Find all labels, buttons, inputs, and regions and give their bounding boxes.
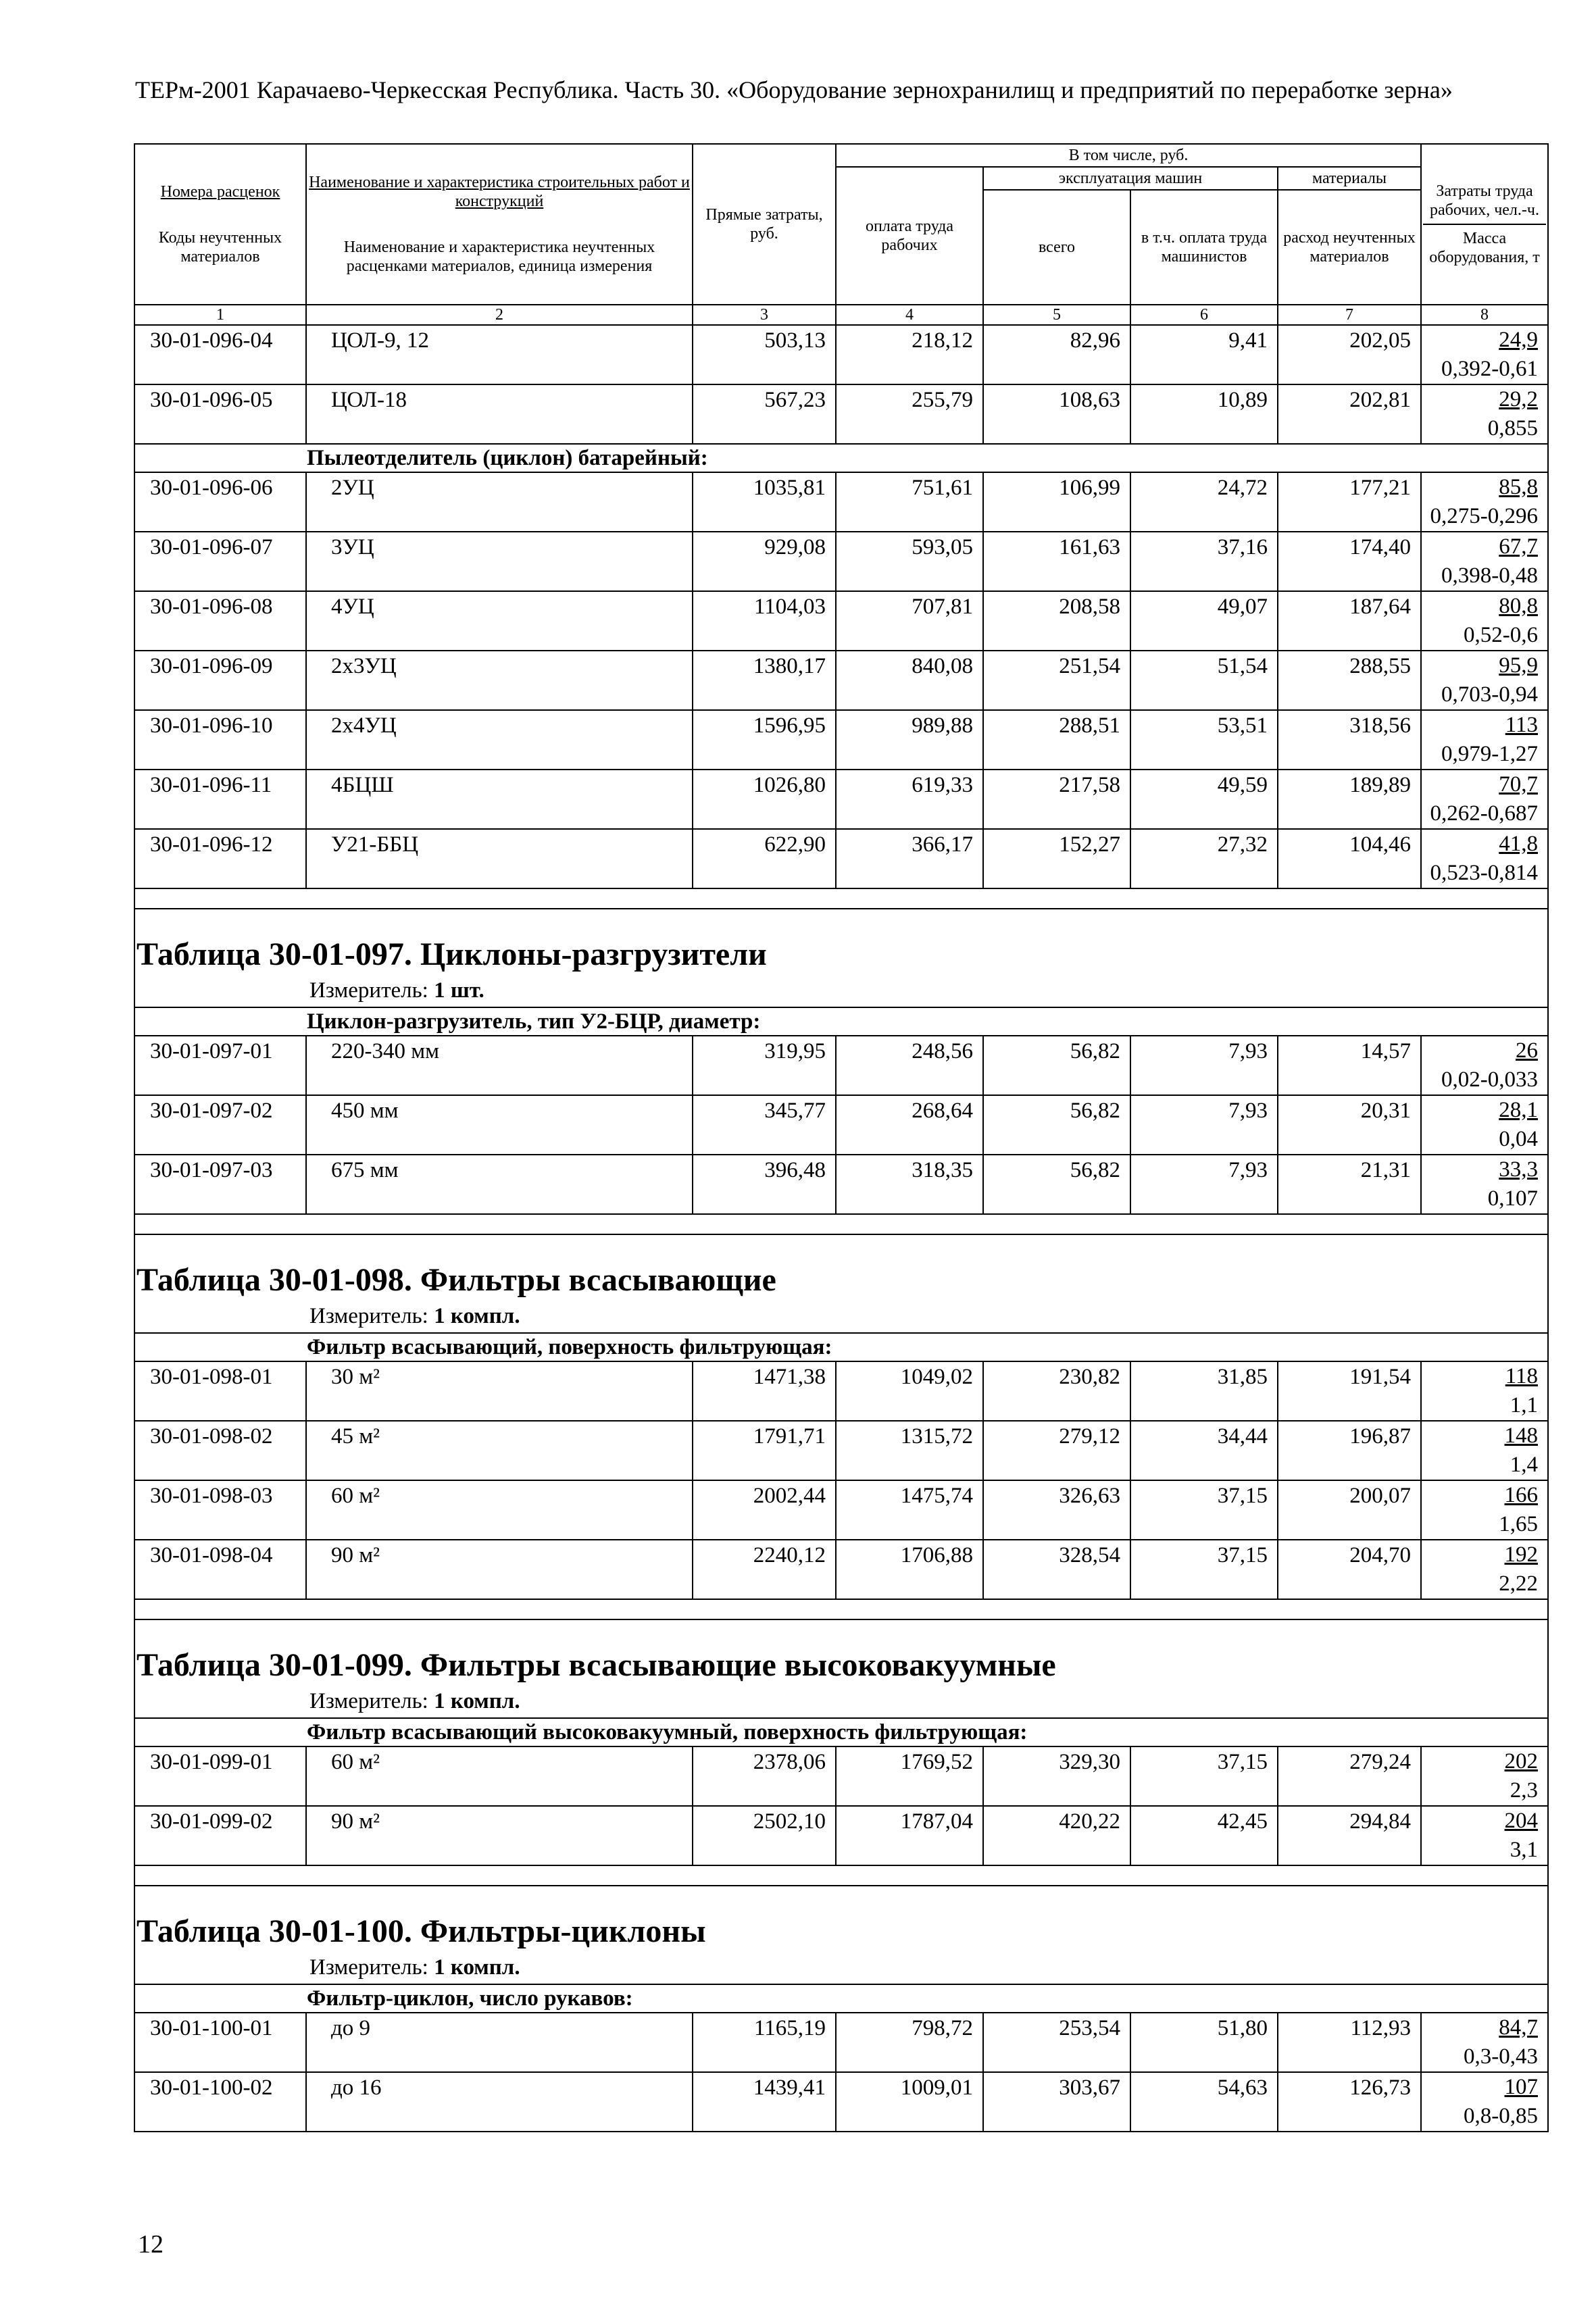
labor-hours: 84,7 xyxy=(1499,2015,1538,2040)
rate-name: 220-340 мм xyxy=(306,1036,693,1095)
labor-mass-cell xyxy=(1421,1421,1548,1480)
rate-name: 2УЦ xyxy=(306,472,693,532)
column-number: 1 xyxy=(134,305,306,325)
table-row xyxy=(134,1036,1548,1095)
machinist-cost: 37,15 xyxy=(1130,1746,1278,1806)
labor-hours: 85,8 xyxy=(1499,475,1538,499)
table-row xyxy=(134,1361,1548,1421)
rate-code: 30-01-096-05 xyxy=(134,384,306,444)
labor-hours: 107 xyxy=(1504,2075,1538,2099)
machinist-cost: 51,80 xyxy=(1130,2013,1278,2072)
table-row xyxy=(134,1155,1548,1214)
table-row xyxy=(134,2072,1548,2132)
machine-cost: 152,27 xyxy=(983,829,1130,888)
material-cost: 104,46 xyxy=(1278,829,1421,888)
rate-code: 30-01-100-02 xyxy=(134,2072,306,2132)
labor-cost: 840,08 xyxy=(836,651,983,710)
labor-mass-cell xyxy=(1421,2013,1548,2072)
labor-hours: 118 xyxy=(1505,1364,1538,1388)
table-title: Таблица 30-01-099. Фильтры всасывающие высоковакуумные xyxy=(134,1619,1548,1685)
direct-cost: 1026,80 xyxy=(693,770,836,829)
machinist-cost: 7,93 xyxy=(1130,1155,1278,1214)
col-direct-header: Прямые затраты, руб. xyxy=(693,144,836,305)
labor-cost: 255,79 xyxy=(836,384,983,444)
machinist-cost: 34,44 xyxy=(1130,1421,1278,1480)
machine-cost: 82,96 xyxy=(983,325,1130,384)
direct-cost: 2378,06 xyxy=(693,1746,836,1806)
rate-name: У21-ББЦ xyxy=(306,829,693,888)
labor-cost: 268,64 xyxy=(836,1095,983,1155)
equipment-mass: 1,1 xyxy=(1510,1393,1538,1417)
rate-code: 30-01-096-09 xyxy=(134,651,306,710)
table-row xyxy=(134,710,1548,770)
rate-name: 90 м² xyxy=(306,1806,693,1865)
rate-name: ЦОЛ-9, 12 xyxy=(306,325,693,384)
col-labor-mass-header: Затраты труда рабочих, чел.-ч. Масса оборудования, т xyxy=(1421,144,1548,305)
labor-mass-cell xyxy=(1421,651,1548,710)
measure-row xyxy=(134,1685,1548,1718)
rate-name: до 9 xyxy=(306,2013,693,2072)
measure-unit: Измеритель: 1 шт. xyxy=(134,974,1548,1007)
material-cost: 187,64 xyxy=(1278,591,1421,651)
col-mat-use-header: расход неучтенных материалов xyxy=(1278,190,1421,305)
labor-cost: 1009,01 xyxy=(836,2072,983,2132)
material-cost: 174,40 xyxy=(1278,532,1421,591)
direct-cost: 2002,44 xyxy=(693,1480,836,1540)
column-number: 4 xyxy=(836,305,983,325)
rate-code: 30-01-100-01 xyxy=(134,2013,306,2072)
table-row xyxy=(134,591,1548,651)
table-row xyxy=(134,1480,1548,1540)
material-cost: 21,31 xyxy=(1278,1155,1421,1214)
table-title: Таблица 30-01-098. Фильтры всасывающие xyxy=(134,1234,1548,1300)
equipment-mass: 2,22 xyxy=(1499,1571,1538,1596)
direct-cost: 622,90 xyxy=(693,829,836,888)
machinist-cost: 42,45 xyxy=(1130,1806,1278,1865)
measure-row xyxy=(134,1300,1548,1333)
direct-cost: 1380,17 xyxy=(693,651,836,710)
machinist-cost: 7,93 xyxy=(1130,1095,1278,1155)
rate-code: 30-01-096-08 xyxy=(134,591,306,651)
labor-hours: 202 xyxy=(1504,1749,1538,1774)
machine-cost: 253,54 xyxy=(983,2013,1130,2072)
material-cost: 318,56 xyxy=(1278,710,1421,770)
machine-cost: 208,58 xyxy=(983,591,1130,651)
equipment-mass: 0,107 xyxy=(1487,1186,1538,1211)
rate-code: 30-01-096-11 xyxy=(134,770,306,829)
col-mach-labor-header: в т.ч. оплата труда машинистов xyxy=(1130,190,1278,305)
spacer xyxy=(134,888,1548,909)
column-number: 2 xyxy=(306,305,693,325)
machine-cost: 288,51 xyxy=(983,710,1130,770)
machinist-cost: 54,63 xyxy=(1130,2072,1278,2132)
rate-name: 2х3УЦ xyxy=(306,651,693,710)
labor-mass-cell xyxy=(1421,591,1548,651)
page-header: ТЕРм-2001 Карачаево-Черкесская Республика. Часть 30. «Оборудование зернохранилищ и предприятий по переработке зерна» xyxy=(135,76,1453,103)
machinist-cost: 37,16 xyxy=(1130,532,1278,591)
table-row xyxy=(134,1746,1548,1806)
machine-cost: 108,63 xyxy=(983,384,1130,444)
labor-hours: 28,1 xyxy=(1499,1098,1538,1122)
material-cost: 189,89 xyxy=(1278,770,1421,829)
machine-cost: 56,82 xyxy=(983,1036,1130,1095)
direct-cost: 345,77 xyxy=(693,1095,836,1155)
table-row xyxy=(134,325,1548,384)
labor-hours: 24,9 xyxy=(1499,328,1538,352)
rate-name: 45 м² xyxy=(306,1421,693,1480)
labor-mass-cell xyxy=(1421,2072,1548,2132)
equipment-mass: 3,1 xyxy=(1510,1838,1538,1862)
machinist-cost: 51,54 xyxy=(1130,651,1278,710)
rate-code: 30-01-096-07 xyxy=(134,532,306,591)
labor-mass-cell xyxy=(1421,770,1548,829)
labor-mass-cell xyxy=(1421,532,1548,591)
labor-hours: 26 xyxy=(1516,1038,1538,1063)
labor-hours: 67,7 xyxy=(1499,534,1538,559)
machine-cost: 279,12 xyxy=(983,1421,1130,1480)
labor-hours: 204 xyxy=(1504,1809,1538,1833)
equipment-mass: 0,3-0,43 xyxy=(1464,2044,1538,2069)
machinist-cost: 10,89 xyxy=(1130,384,1278,444)
rate-name: 2х4УЦ xyxy=(306,710,693,770)
column-number: 3 xyxy=(693,305,836,325)
labor-mass-cell xyxy=(1421,1095,1548,1155)
machine-cost: 420,22 xyxy=(983,1806,1130,1865)
equipment-mass: 1,4 xyxy=(1510,1453,1538,1477)
labor-cost: 707,81 xyxy=(836,591,983,651)
labor-cost: 1475,74 xyxy=(836,1480,983,1540)
machine-cost: 251,54 xyxy=(983,651,1130,710)
direct-cost: 319,95 xyxy=(693,1036,836,1095)
measure-row xyxy=(134,974,1548,1007)
rate-name: 60 м² xyxy=(306,1746,693,1806)
machinist-cost: 37,15 xyxy=(1130,1480,1278,1540)
machinist-cost: 53,51 xyxy=(1130,710,1278,770)
labor-hours: 80,8 xyxy=(1499,594,1538,618)
labor-hours: 29,2 xyxy=(1499,387,1538,411)
material-cost: 202,05 xyxy=(1278,325,1421,384)
labor-cost: 1787,04 xyxy=(836,1806,983,1865)
labor-cost: 751,61 xyxy=(836,472,983,532)
labor-hours: 41,8 xyxy=(1499,832,1538,856)
group-title: Фильтр-циклон, число рукавов: xyxy=(134,1984,1548,2013)
equipment-mass: 0,04 xyxy=(1499,1127,1538,1151)
direct-cost: 396,48 xyxy=(693,1155,836,1214)
direct-cost: 567,23 xyxy=(693,384,836,444)
direct-cost: 1439,41 xyxy=(693,2072,836,2132)
column-number: 7 xyxy=(1278,305,1421,325)
table-row xyxy=(134,1095,1548,1155)
table-title: Таблица 30-01-097. Циклоны-разгрузители xyxy=(134,909,1548,974)
rate-code: 30-01-099-02 xyxy=(134,1806,306,1865)
equipment-mass: 2,3 xyxy=(1510,1778,1538,1803)
equipment-mass: 1,65 xyxy=(1499,1512,1538,1536)
machine-cost: 329,30 xyxy=(983,1746,1130,1806)
labor-hours: 70,7 xyxy=(1499,772,1538,797)
measure-unit: Измеритель: 1 компл. xyxy=(134,1300,1548,1333)
spacer xyxy=(134,1214,1548,1234)
direct-cost: 929,08 xyxy=(693,532,836,591)
rate-code: 30-01-097-01 xyxy=(134,1036,306,1095)
material-cost: 177,21 xyxy=(1278,472,1421,532)
col-labor-header: оплата труда рабочих xyxy=(836,167,983,305)
rate-name: 60 м² xyxy=(306,1480,693,1540)
group-row xyxy=(134,1984,1548,2013)
material-cost: 279,24 xyxy=(1278,1746,1421,1806)
labor-cost: 318,35 xyxy=(836,1155,983,1214)
group-title: Фильтр всасывающий высоковакуумный, поверхность фильтрующая: xyxy=(134,1718,1548,1746)
labor-mass-cell xyxy=(1421,325,1548,384)
labor-cost: 1315,72 xyxy=(836,1421,983,1480)
machine-cost: 56,82 xyxy=(983,1095,1130,1155)
measure-unit: Измеритель: 1 компл. xyxy=(134,1951,1548,1984)
direct-cost: 1165,19 xyxy=(693,2013,836,2072)
machine-cost: 303,67 xyxy=(983,2072,1130,2132)
equipment-mass: 0,262-0,687 xyxy=(1430,801,1538,826)
material-cost: 112,93 xyxy=(1278,2013,1421,2072)
equipment-mass: 0,398-0,48 xyxy=(1441,563,1538,588)
rate-name: 4УЦ xyxy=(306,591,693,651)
machinist-cost: 24,72 xyxy=(1130,472,1278,532)
machinist-cost: 49,59 xyxy=(1130,770,1278,829)
equipment-mass: 0,523-0,814 xyxy=(1430,861,1538,885)
column-number: 8 xyxy=(1421,305,1548,325)
table-row xyxy=(134,829,1548,888)
table-row xyxy=(134,770,1548,829)
col-name-header: Наименование и характеристика строительных работ и конструкций Наименование и характеристика неучтенных расценками материалов, единица измерения xyxy=(306,144,693,305)
group-title: Пылеотделитель (циклон) батарейный: xyxy=(134,444,1548,472)
labor-hours: 166 xyxy=(1504,1483,1538,1507)
labor-mass-cell xyxy=(1421,710,1548,770)
direct-cost: 1471,38 xyxy=(693,1361,836,1421)
labor-mass-cell xyxy=(1421,1806,1548,1865)
rate-code: 30-01-097-02 xyxy=(134,1095,306,1155)
machine-cost: 56,82 xyxy=(983,1155,1130,1214)
labor-mass-cell xyxy=(1421,1540,1548,1599)
table-row xyxy=(134,651,1548,710)
labor-cost: 989,88 xyxy=(836,710,983,770)
labor-hours: 192 xyxy=(1504,1542,1538,1567)
equipment-mass: 0,52-0,6 xyxy=(1464,623,1538,647)
group-title: Фильтр всасывающий, поверхность фильтрующая: xyxy=(134,1333,1548,1361)
table-title-row xyxy=(134,909,1548,974)
material-cost: 294,84 xyxy=(1278,1806,1421,1865)
labor-cost: 798,72 xyxy=(836,2013,983,2072)
measure-unit: Измеритель: 1 компл. xyxy=(134,1685,1548,1718)
rate-code: 30-01-097-03 xyxy=(134,1155,306,1214)
labor-mass-cell xyxy=(1421,1480,1548,1540)
table-row xyxy=(134,1421,1548,1480)
machine-cost: 106,99 xyxy=(983,472,1130,532)
direct-cost: 2240,12 xyxy=(693,1540,836,1599)
rate-code: 30-01-098-03 xyxy=(134,1480,306,1540)
labor-cost: 1049,02 xyxy=(836,1361,983,1421)
col-incl-header: В том числе, руб. xyxy=(836,144,1421,167)
labor-hours: 148 xyxy=(1504,1424,1538,1448)
rate-code: 30-01-096-06 xyxy=(134,472,306,532)
equipment-mass: 0,02-0,033 xyxy=(1441,1067,1538,1092)
table-title: Таблица 30-01-100. Фильтры-циклоны xyxy=(134,1886,1548,1951)
rate-name: 3УЦ xyxy=(306,532,693,591)
labor-mass-cell xyxy=(1421,1746,1548,1806)
material-cost: 191,54 xyxy=(1278,1361,1421,1421)
material-cost: 14,57 xyxy=(1278,1036,1421,1095)
group-title: Циклон-разгрузитель, тип У2-БЦР, диаметр: xyxy=(134,1007,1548,1036)
table-row xyxy=(134,532,1548,591)
machine-cost: 161,63 xyxy=(983,532,1130,591)
group-row xyxy=(134,1718,1548,1746)
rate-code: 30-01-098-02 xyxy=(134,1421,306,1480)
col-mach-total-header: всего xyxy=(983,190,1130,305)
labor-mass-cell xyxy=(1421,472,1548,532)
rate-code: 30-01-096-12 xyxy=(134,829,306,888)
col-machines-header: эксплуатация машин xyxy=(983,167,1278,190)
labor-mass-cell xyxy=(1421,1361,1548,1421)
labor-mass-cell xyxy=(1421,829,1548,888)
material-cost: 200,07 xyxy=(1278,1480,1421,1540)
labor-cost: 593,05 xyxy=(836,532,983,591)
rate-name: 450 мм xyxy=(306,1095,693,1155)
labor-cost: 619,33 xyxy=(836,770,983,829)
rate-code: 30-01-098-04 xyxy=(134,1540,306,1599)
rate-code: 30-01-098-01 xyxy=(134,1361,306,1421)
rate-code: 30-01-096-10 xyxy=(134,710,306,770)
table-title-row xyxy=(134,1619,1548,1685)
labor-cost: 1706,88 xyxy=(836,1540,983,1599)
labor-mass-cell xyxy=(1421,1036,1548,1095)
equipment-mass: 0,392-0,61 xyxy=(1441,357,1538,381)
equipment-mass: 0,703-0,94 xyxy=(1441,682,1538,707)
table-title-row xyxy=(134,1886,1548,1951)
col-materials-header: материалы xyxy=(1278,167,1421,190)
column-number: 5 xyxy=(983,305,1130,325)
table-row xyxy=(134,1806,1548,1865)
direct-cost: 1035,81 xyxy=(693,472,836,532)
material-cost: 196,87 xyxy=(1278,1421,1421,1480)
group-row xyxy=(134,1007,1548,1036)
machine-cost: 230,82 xyxy=(983,1361,1130,1421)
machine-cost: 217,58 xyxy=(983,770,1130,829)
material-cost: 20,31 xyxy=(1278,1095,1421,1155)
machine-cost: 328,54 xyxy=(983,1540,1130,1599)
equipment-mass: 0,275-0,296 xyxy=(1430,504,1538,528)
equipment-mass: 0,8-0,85 xyxy=(1464,2104,1538,2128)
table-title-row xyxy=(134,1234,1548,1300)
header-row xyxy=(134,144,1548,167)
table-row xyxy=(134,472,1548,532)
rate-name: 30 м² xyxy=(306,1361,693,1421)
table-row xyxy=(134,384,1548,444)
group-row xyxy=(134,1333,1548,1361)
spacer xyxy=(134,1599,1548,1619)
price-table xyxy=(134,143,1547,2132)
machinist-cost: 9,41 xyxy=(1130,325,1278,384)
machine-cost: 326,63 xyxy=(983,1480,1130,1540)
direct-cost: 2502,10 xyxy=(693,1806,836,1865)
machinist-cost: 37,15 xyxy=(1130,1540,1278,1599)
rate-name: 90 м² xyxy=(306,1540,693,1599)
column-number-row xyxy=(134,305,1548,325)
material-cost: 202,81 xyxy=(1278,384,1421,444)
machinist-cost: 7,93 xyxy=(1130,1036,1278,1095)
measure-row xyxy=(134,1951,1548,1984)
rate-name: 675 мм xyxy=(306,1155,693,1214)
direct-cost: 503,13 xyxy=(693,325,836,384)
labor-cost: 248,56 xyxy=(836,1036,983,1095)
labor-cost: 366,17 xyxy=(836,829,983,888)
rate-name: ЦОЛ-18 xyxy=(306,384,693,444)
equipment-mass: 0,855 xyxy=(1487,416,1538,441)
labor-hours: 113 xyxy=(1505,713,1538,737)
page-number: 12 xyxy=(138,2230,164,2259)
column-number: 6 xyxy=(1130,305,1278,325)
material-cost: 288,55 xyxy=(1278,651,1421,710)
machinist-cost: 31,85 xyxy=(1130,1361,1278,1421)
group-row xyxy=(134,444,1548,472)
labor-mass-cell xyxy=(1421,384,1548,444)
direct-cost: 1596,95 xyxy=(693,710,836,770)
material-cost: 204,70 xyxy=(1278,1540,1421,1599)
rate-name: до 16 xyxy=(306,2072,693,2132)
rate-code: 30-01-099-01 xyxy=(134,1746,306,1806)
labor-cost: 1769,52 xyxy=(836,1746,983,1806)
rate-code: 30-01-096-04 xyxy=(134,325,306,384)
col-code-header: Номера расценок Коды неучтенных материалов xyxy=(134,144,306,305)
machinist-cost: 27,32 xyxy=(1130,829,1278,888)
spacer xyxy=(134,1865,1548,1886)
labor-cost: 218,12 xyxy=(836,325,983,384)
rate-name: 4БЦШ xyxy=(306,770,693,829)
labor-hours: 95,9 xyxy=(1499,653,1538,678)
machinist-cost: 49,07 xyxy=(1130,591,1278,651)
table-row xyxy=(134,1540,1548,1599)
labor-mass-cell xyxy=(1421,1155,1548,1214)
labor-hours: 33,3 xyxy=(1499,1157,1538,1182)
direct-cost: 1791,71 xyxy=(693,1421,836,1480)
equipment-mass: 0,979-1,27 xyxy=(1441,742,1538,766)
direct-cost: 1104,03 xyxy=(693,591,836,651)
table-row xyxy=(134,2013,1548,2072)
material-cost: 126,73 xyxy=(1278,2072,1421,2132)
